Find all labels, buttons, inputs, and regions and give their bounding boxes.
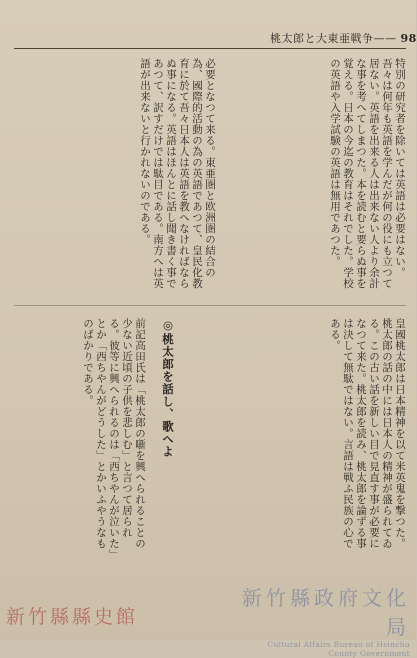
text-column-top-right: 特別の研究者を除いては英語は必要はない。吾々は何年も英語を学んだが何の役にも立つて居ない。英語を出来る人は出来ない人より余計な事を考へてしまつた。本を読むと要らぬ事を覚える。日本の今迄の教育はそれでした。学校の英語や入学試験の英語は無用であつた。 [329, 58, 406, 289]
page-number: 98 [400, 32, 417, 45]
text-column-bottom-left: 前記高田氏は「桃太郎の噺を興へられることの少ない近頃の子供を悲しむ」と言つて居られる。彼等に興へられるのは「西ちやんが泣いた」とか「西ちやんがどうした」とかいふやうなものばかりである。 [82, 318, 146, 555]
header-rule [14, 48, 406, 49]
text-column-bottom-right: 皇國桃太郎は日本精神を以て米英鬼を撃つた。桃太郎の話の中には日本人の精神が盛られてゐる。この古い話を新しい目で見直す事が必要になつて来た。桃太郎を読み、桃太郎を論ずる事は決して無駄ではない。言語は戦ふ民族の心である。 [329, 318, 406, 549]
archive-watermark [232, 582, 410, 658]
watermark-english-1: Cultural Affairs Bureau of Hsinchu [267, 640, 410, 649]
running-title: 桃太郎と大東亜戦争—— [270, 32, 397, 45]
section-divider [14, 305, 406, 306]
section-heading: ◎桃太郎を話し、歌へよ [161, 318, 175, 458]
library-stamp: 新竹縣縣史館 [6, 606, 139, 628]
watermark-title: 新竹縣政府文化局 [242, 586, 410, 639]
watermark-english-2: County Government [328, 649, 410, 658]
text-column-top-mid: 必要となつて来る。東亜圏と欧洲圏の結合の為、國際的活動の為の英語であつて、皇民化教育に於て吾々日本人は英語を教へなければならぬ事になる。英語はほんとに話し聞き書く事であつて、訳すだけでは駄目である。南方へは英語が出来ないと行かれないのである。 [139, 58, 216, 289]
running-head [270, 30, 417, 46]
